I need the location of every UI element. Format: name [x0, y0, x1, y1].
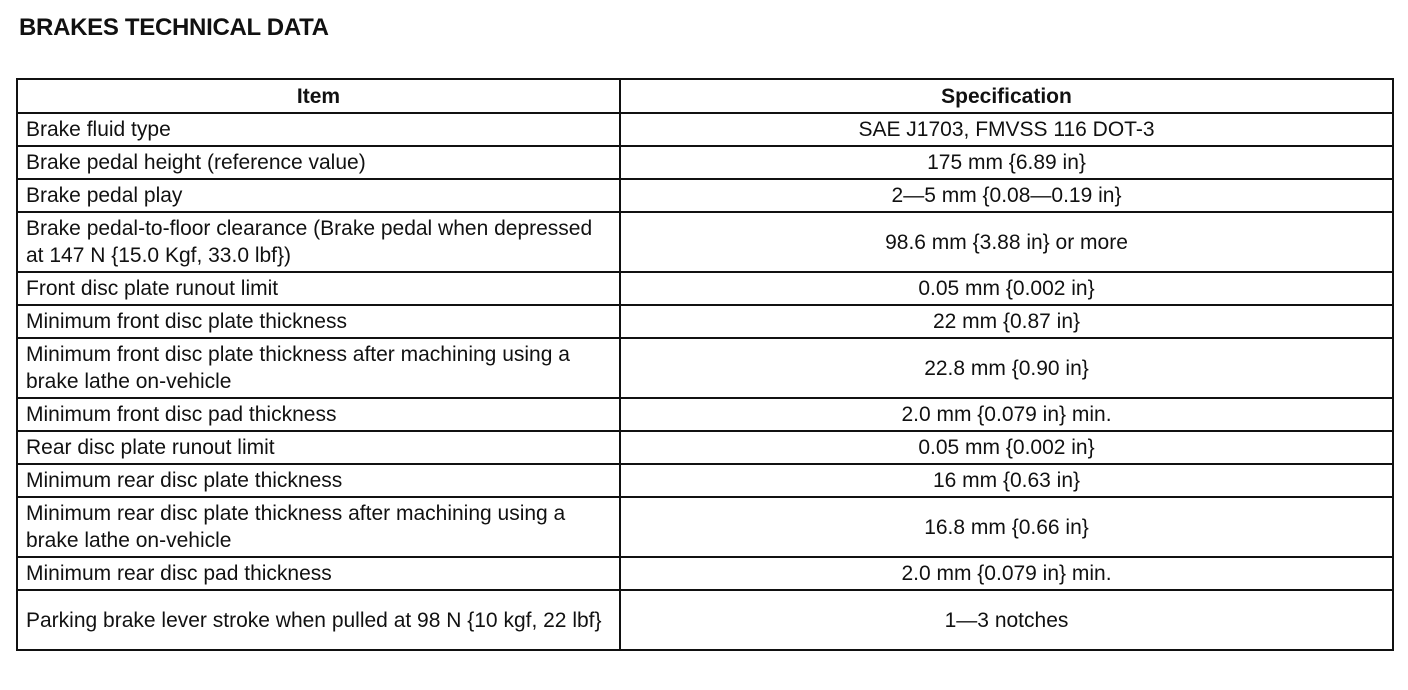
table-row [17, 464, 1393, 497]
item-cell: Minimum rear disc pad thickness [17, 557, 620, 590]
table-row [17, 272, 1393, 305]
table-row [17, 497, 1393, 557]
table-row [17, 338, 1393, 398]
specification-cell: 2—5 mm {0.08—0.19 in} [620, 179, 1393, 212]
specification-cell: 98.6 mm {3.88 in} or more [620, 212, 1393, 272]
table-row [17, 557, 1393, 590]
column-header-item: Item [17, 79, 620, 113]
specification-cell: 16.8 mm {0.66 in} [620, 497, 1393, 557]
item-cell: Minimum rear disc plate thickness after machining using a brake lathe on-vehicle [17, 497, 620, 557]
item-cell: Front disc plate runout limit [17, 272, 620, 305]
brakes-spec-table [16, 78, 1394, 651]
item-cell: Minimum rear disc plate thickness [17, 464, 620, 497]
table-row [17, 305, 1393, 338]
specification-cell: 0.05 mm {0.002 in} [620, 272, 1393, 305]
table-row [17, 212, 1393, 272]
specification-cell: 2.0 mm {0.079 in} min. [620, 557, 1393, 590]
item-cell: Parking brake lever stroke when pulled at 98 N {10 kgf, 22 lbf} [17, 590, 620, 650]
item-cell: Minimum front disc plate thickness after machining using a brake lathe on-vehicle [17, 338, 620, 398]
specification-cell: 16 mm {0.63 in} [620, 464, 1393, 497]
table-header-row [17, 79, 1393, 113]
item-cell: Brake pedal height (reference value) [17, 146, 620, 179]
table-row [17, 431, 1393, 464]
item-cell: Minimum front disc pad thickness [17, 398, 620, 431]
page-title: BRAKES TECHNICAL DATA [19, 14, 329, 41]
item-cell: Brake fluid type [17, 113, 620, 146]
table-row [17, 590, 1393, 650]
table-row [17, 398, 1393, 431]
table-row [17, 113, 1393, 146]
specification-cell: 175 mm {6.89 in} [620, 146, 1393, 179]
item-cell: Rear disc plate runout limit [17, 431, 620, 464]
specification-cell: 0.05 mm {0.002 in} [620, 431, 1393, 464]
table-body [17, 113, 1393, 650]
table-row [17, 179, 1393, 212]
specification-cell: 2.0 mm {0.079 in} min. [620, 398, 1393, 431]
specification-cell: SAE J1703, FMVSS 116 DOT-3 [620, 113, 1393, 146]
item-cell: Brake pedal play [17, 179, 620, 212]
specification-cell: 22.8 mm {0.90 in} [620, 338, 1393, 398]
specification-cell: 22 mm {0.87 in} [620, 305, 1393, 338]
item-cell: Brake pedal-to-floor clearance (Brake pedal when depressed at 147 N {15.0 Kgf, 33.0 lbf}) [17, 212, 620, 272]
specification-cell: 1—3 notches [620, 590, 1393, 650]
table-row [17, 146, 1393, 179]
item-cell: Minimum front disc plate thickness [17, 305, 620, 338]
column-header-specification: Specification [620, 79, 1393, 113]
